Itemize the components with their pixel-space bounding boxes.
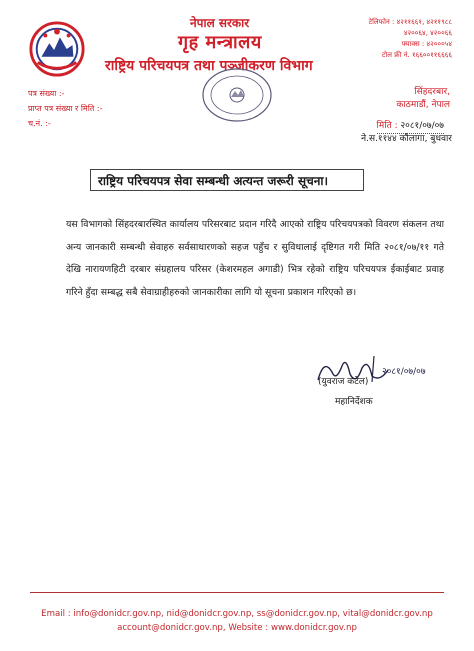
office-address: [396, 86, 450, 112]
signatory-name: (युवराज कटेल): [318, 377, 369, 387]
svg-text:२०८१/०७/०७: २०८१/०७/०७: [382, 367, 426, 377]
contact-phone-2: ४२००६४, ४२००६६: [403, 29, 452, 37]
contact-block: [369, 17, 452, 61]
department-name: राष्ट्रिय परिचयपत्र तथा पञ्जीकरण विभाग: [105, 58, 313, 74]
footer-website-line: account@donidcr.gov.np, Website : www.donidcr.gov.np: [117, 623, 357, 633]
received-letter-label: प्राप्त पत्र संख्या र मिति :-: [28, 104, 103, 113]
notice-body: यस विभागको सिंहदरबारस्थित कार्यालय परिसरबाट प्रदान गरिदै आएको राष्ट्रिय परिचयपत्रको विवरण संकलन तथा अन्य जानकारी सम्बन्धी सेवाहरु सर्वसाधारणको सहज पहुँच र सुविधालाई दृष्टिगत गरी मिति २०८१/०७/११ गते देखि नारायणहिटी दरबार संग्रहालय परिसर (केशरमहल अगाडी) भित्र रहेको राष्ट्रिय परिचयपत्र ईकाईबाट प्रवाह गरिने हुँदा सम्बद्ध सबै सेवाग्राहीहरुको जानकारीका लागि यो सूचना प्रकाशन गरिएको छ।: [66, 219, 444, 298]
reference-labels: [28, 86, 102, 131]
nepal-sambat-date: ने.स.११४४ कौलागा, बुधवार: [361, 134, 452, 144]
office-stamp: [200, 66, 274, 124]
address-line-1: सिंहदरबार,: [414, 87, 450, 97]
footer-email-line: Email : info@donidcr.gov.np, nid@donidcr.gov.np, ss@donidcr.gov.np, vital@donidcr.gov.np: [41, 609, 433, 619]
contact-toll-free: टोल फ्री नं. १६६००११६६६६: [381, 51, 452, 59]
dispatch-number-label: च.नं. :-: [28, 119, 51, 128]
address-line-2: काठमाडौं, नेपाल: [396, 100, 450, 110]
government-name: नेपाल सरकार: [190, 16, 250, 30]
nepal-emblem-icon: [28, 20, 86, 78]
contact-phone: टेलिफोन : ४२११६६१, ४२११९८८: [368, 18, 452, 26]
letter-date: [377, 118, 444, 131]
date-label: मिति :: [376, 121, 398, 131]
letter-number-label: पत्र संख्या :-: [28, 89, 65, 98]
contact-fax: फ्याक्स : ४२०००५४: [401, 40, 452, 48]
footer-divider: [30, 592, 444, 593]
footer-contact: [0, 607, 474, 635]
notice-title: राष्ट्रिय परिचयपत्र सेवा सम्बन्धी अत्यन्त जरूरी सूचना।: [98, 174, 329, 188]
ministry-name: गृह मन्त्रालय: [178, 32, 262, 53]
signatory-designation: महानिर्देशक: [335, 397, 373, 407]
date-value: २०८१/०७/०७: [400, 121, 444, 131]
